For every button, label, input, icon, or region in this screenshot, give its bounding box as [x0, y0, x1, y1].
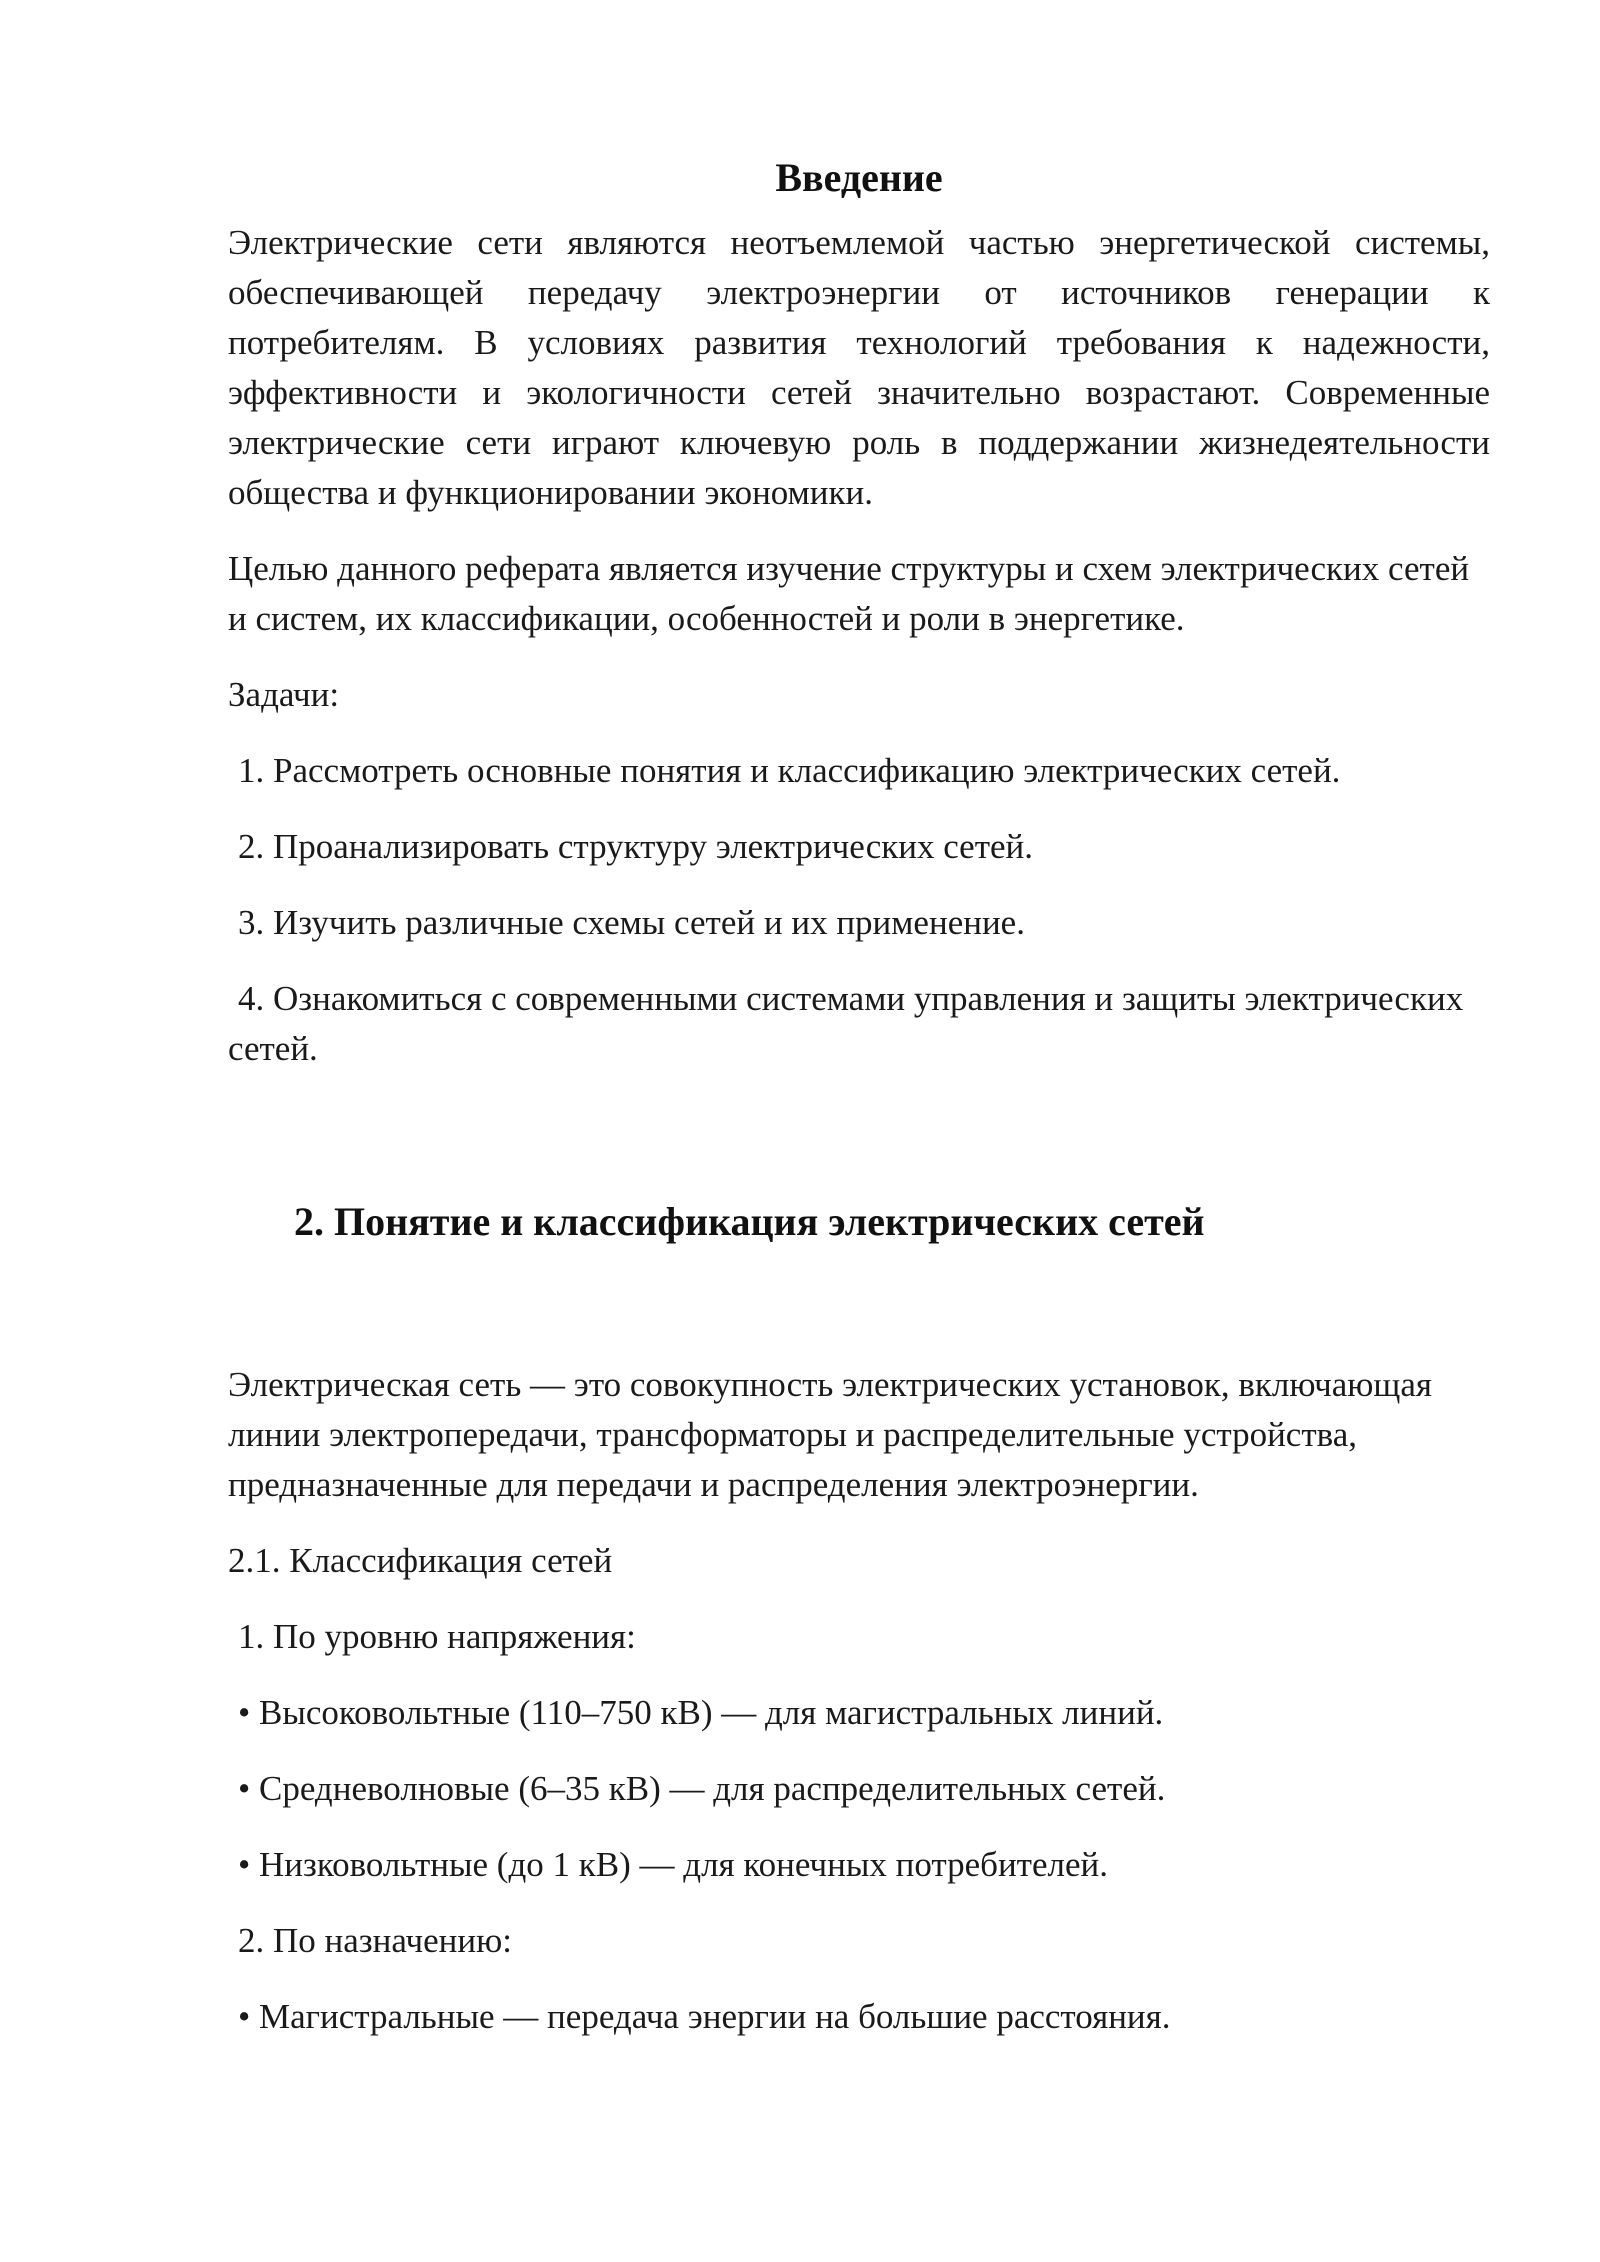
intro-paragraph: Электрические сети являются неотъемлемой частью энергетической системы, обеспечивающей передачу электроэнергии от источников генерации к потребителям. В условиях развития технологий требования к надежности, эффективности и экологичности сетей значительно возрастают. Современные электрические сети играют ключевую роль в поддержании жизнедеятельности общества и функционировании экономики. — [228, 223, 1490, 512]
task-item: 2. Проанализировать структуру электрических сетей. — [238, 827, 1034, 866]
list-item: 1. По уровню напряжения: — [238, 1617, 636, 1656]
list-item: • Средневолновые (6–35 кВ) — для распределительных сетей. — [238, 1769, 1166, 1808]
list-item: 2. По назначению: — [238, 1921, 512, 1960]
tasks-label: Задачи: — [228, 675, 340, 714]
task-item: 3. Изучить различные схемы сетей и их применение. — [238, 903, 1025, 942]
list-item: • Высоковольтные (110–750 кВ) — для магистральных линий. — [238, 1693, 1164, 1732]
task-item: 4. Ознакомиться с современными системами управления и защиты электрических сетей. — [228, 979, 1464, 1068]
page-content — [228, 150, 1490, 2042]
section-heading: 2. Понятие и классификация электрических сетей — [294, 1199, 1205, 1244]
intro-heading: Введение — [775, 155, 943, 200]
subsection-heading: 2.1. Классификация сетей — [228, 1541, 613, 1580]
definition-paragraph: Электрическая сеть — это совокупность электрических установок, включающая линии электропередачи, трансформаторы и распределительные устройства, предназначенные для передачи и распределения электроэнергии. — [228, 1365, 1433, 1504]
goal-paragraph: Целью данного реферата является изучение структуры и схем электрических сетей и систем, их классификации, особенностей и роли в энергетике. — [228, 549, 1470, 638]
task-item: 1. Рассмотреть основные понятия и классификацию электрических сетей. — [238, 751, 1341, 790]
list-item: • Низковольтные (до 1 кВ) — для конечных потребителей. — [238, 1845, 1108, 1884]
list-item: • Магистральные — передача энергии на большие расстояния. — [238, 1997, 1171, 2036]
